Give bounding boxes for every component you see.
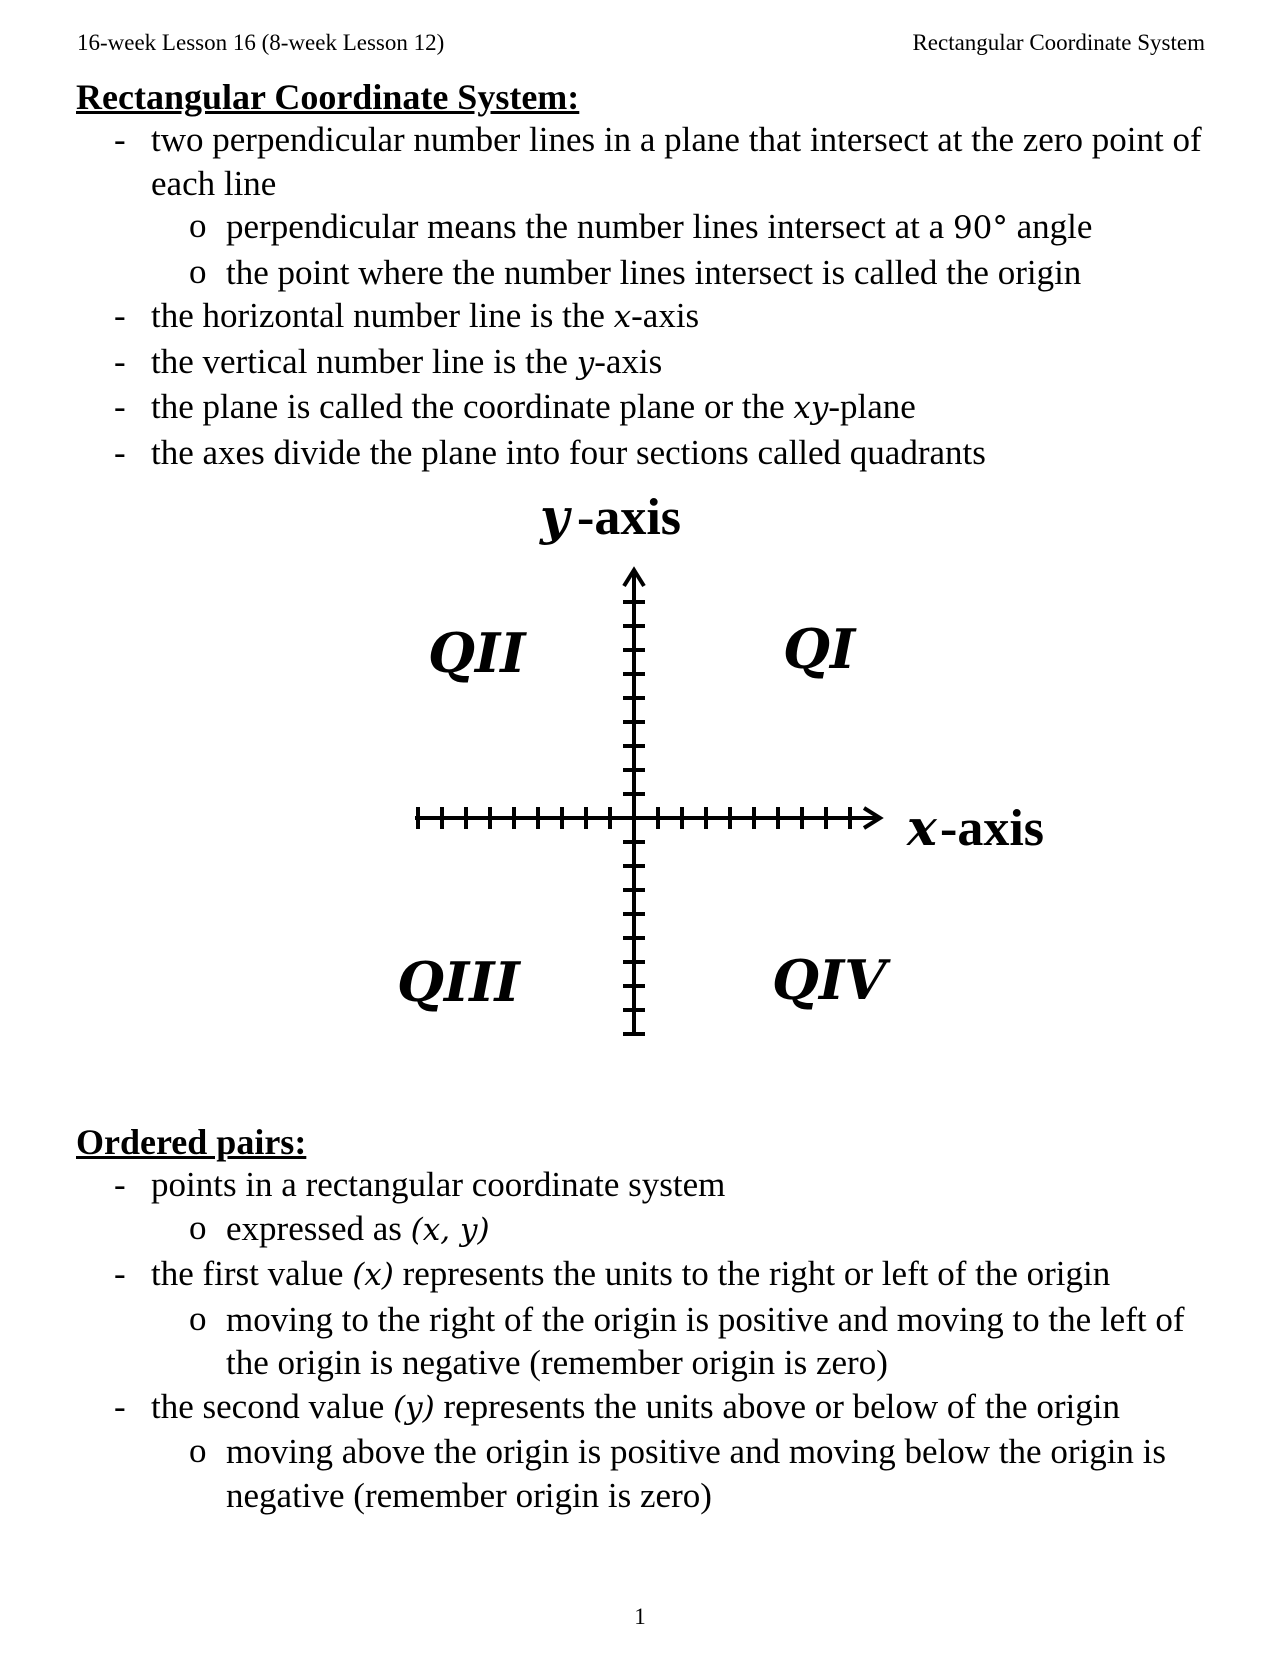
bullet-text: the second value	[151, 1386, 393, 1426]
bullet-text: the axes divide the plane into four sections called quadrants	[151, 432, 986, 472]
bullet-item	[76, 1252, 1226, 1385]
section-ordered-pairs	[76, 1121, 1226, 1517]
sub-bullet-text-end: angle	[1007, 207, 1093, 246]
quadrant-1-label: QI	[783, 617, 856, 681]
bullet-text: the plane is called the coordinate plane or the	[151, 387, 794, 426]
bullet-item	[76, 1163, 1226, 1252]
header-topic-label: Rectangular Coordinate System	[912, 30, 1205, 55]
sub-bullet-text: the point where the number lines intersect is called the origin	[226, 252, 1082, 292]
bullet-text-end: represents the units to the right or left of the origin	[393, 1254, 1111, 1293]
bullet-text-end: -axis	[594, 341, 663, 381]
sub-bullet-text: moving above the origin is positive and moving below the origin is negative (remember origin is zero)	[226, 1432, 1167, 1515]
math-variable: x	[613, 299, 632, 335]
quadrant-4-label: QIV	[772, 948, 887, 1012]
bullet-text: the vertical number line is the	[151, 341, 577, 381]
sub-bullet-list	[151, 1207, 1226, 1253]
sub-bullet-text: moving to the right of the origin is positive and moving to the left of the origin is negative (remember origin is zero)	[226, 1299, 1185, 1382]
bullet-text-end: -axis	[631, 296, 700, 335]
math-variable: (x)	[352, 1257, 394, 1293]
y-axis-label-text: -axis	[577, 489, 681, 546]
sub-bullet-item	[151, 1298, 1226, 1385]
bullet-text: points in a rectangular coordinate system	[151, 1165, 726, 1204]
section-title: Rectangular Coordinate System:	[76, 77, 580, 117]
sub-bullet-list	[151, 1430, 1226, 1517]
page-number: 1	[634, 1604, 646, 1629]
bullet-text: the horizontal number line is the	[151, 296, 614, 335]
x-axis-label-variable: x	[907, 798, 937, 857]
bullet-text-end: -plane	[828, 387, 916, 426]
math-variable: (y)	[393, 1389, 435, 1426]
angle-value: 90°	[952, 210, 1008, 246]
bullet-list	[76, 1163, 1226, 1517]
ordered-pair-expression: (x, y)	[410, 1211, 490, 1248]
bullet-item	[76, 1385, 1226, 1518]
quadrant-3-label: QIII	[397, 950, 520, 1014]
sub-bullet-item	[151, 1430, 1226, 1517]
math-variable: xy	[793, 390, 829, 426]
math-variable: y	[576, 344, 595, 381]
x-axis-label-text: -axis	[940, 800, 1044, 857]
sub-bullet-text: expressed as	[226, 1208, 411, 1248]
bullet-text-end: represents the units above or below of the origin	[434, 1386, 1120, 1426]
sub-bullet-item	[151, 1207, 1226, 1253]
header-lesson-label: 16-week Lesson 16 (8-week Lesson 12)	[77, 30, 445, 55]
sub-bullet-list	[151, 1298, 1226, 1385]
bullet-text: the first value	[151, 1254, 353, 1293]
y-axis-label-variable: y	[540, 487, 570, 546]
section-title: Ordered pairs:	[76, 1122, 307, 1162]
sub-bullet-text: perpendicular means the number lines intersect at a	[226, 207, 953, 246]
quadrant-2-label: QII	[428, 621, 526, 685]
bullet-text: two perpendicular number lines in a plane that intersect at the zero point of each line	[151, 120, 1202, 203]
